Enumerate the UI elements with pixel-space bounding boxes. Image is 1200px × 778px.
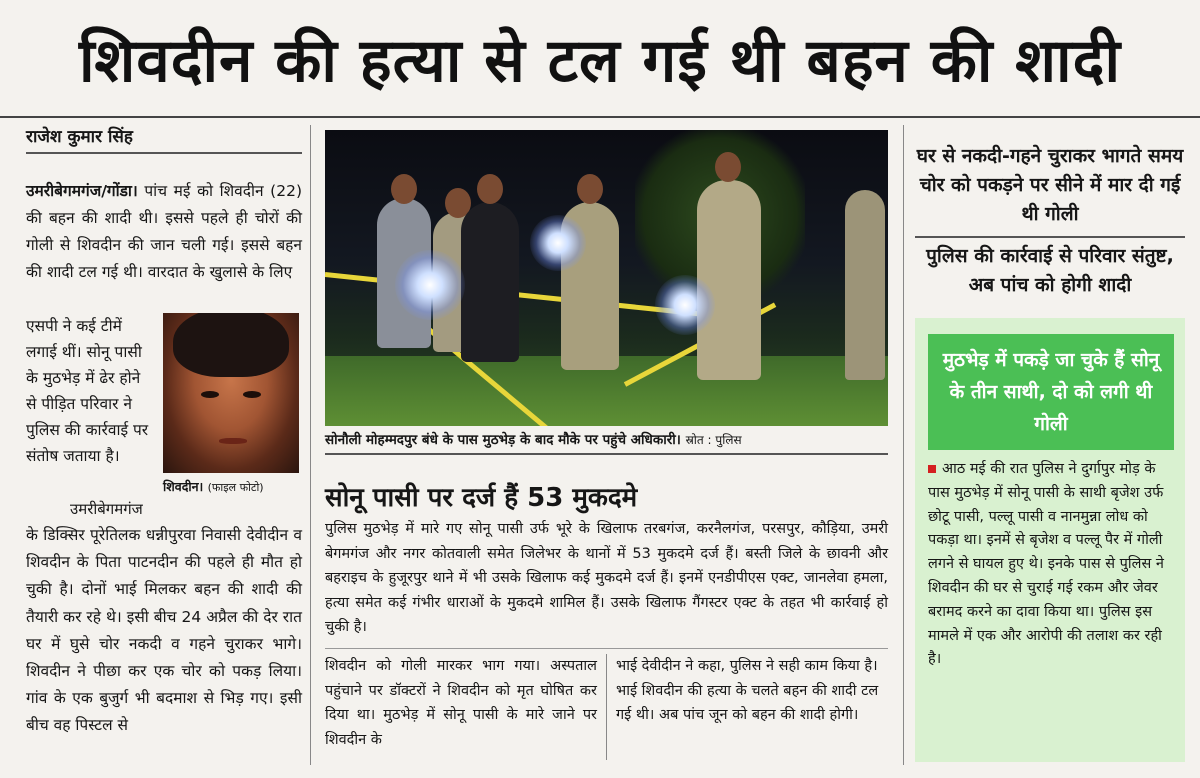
torch-light bbox=[395, 250, 465, 320]
portrait-caption-note: (फाइल फोटो) bbox=[207, 481, 264, 494]
officer-figure bbox=[845, 190, 885, 380]
photo-caption-text: सोनौली मोहम्मदपुर बंधे के पास मुठभेड़ के बाद मौके पर पहुंचे अधिकारी। bbox=[325, 432, 681, 448]
sidebar-box-paragraph bbox=[928, 458, 1174, 672]
torch-light bbox=[530, 215, 586, 271]
officer-head bbox=[391, 174, 417, 204]
dateline: उमरीबेगमगंज/गोंडा। bbox=[26, 182, 138, 200]
center-subhead: सोनू पासी पर दर्ज हैं 53 मुकदमे bbox=[325, 483, 638, 513]
officer-head bbox=[477, 174, 503, 204]
officer-figure bbox=[461, 202, 519, 362]
portrait-eye-right bbox=[243, 391, 261, 398]
column-divider-right bbox=[903, 125, 904, 765]
portrait-mouth bbox=[219, 438, 247, 444]
deck-one: घर से नकदी-गहने चुराकर भागते समय चोर को पकड़ने पर सीने में मार दी गई थी गोली bbox=[916, 145, 1184, 225]
victim-portrait-photo bbox=[163, 313, 299, 473]
lead-text: पांच मई को शिवदीन (22) की बहन की शादी थी। इससे पहले ही चोरों की गोली से शिवदीन की जान चली गई। इससे बहन की शादी टल गई थी। वारदात के खुलासे के लिए bbox=[26, 182, 302, 281]
column-divider-left bbox=[310, 125, 311, 765]
center-paragraph: पुलिस मुठभेड़ में मारे गए सोनू पासी उर्फ भूरे के खिलाफ तरबगंज, करनैलगंज, परसपुर, कौड़िया, उमरी बेगमगंज और नगर कोतवाली समेत जिलेभर के थानों में 53 मुकदमे दर्ज हैं। बस्ती जिले के छावनी और बहराइच के हुजूरपुर थाने में भी उसके खिलाफ कई मुकदमे दर्ज हैं। इनमें एनडीपीएस एक्ट, जानलेवा हमला, हत्या समेत कई गंभीर धाराओं के मुकदमे शामिल हैं। उसके खिलाफ गैंगस्टर एक्ट के तहत भी कार्रवाई हो चुकी है। bbox=[325, 521, 888, 635]
wrap-paragraph: एसपी ने कई टीमें लगाई थीं। सोनू पासी के मुठभेड़ में ढेर होने से पीड़ित परिवार ने पुलिस की कार्रवाई पर संतोष जताया है। bbox=[26, 317, 149, 465]
sidebar-box-text: आठ मई की रात पुलिस ने दुर्गापुर मोड़ के पास मुठभेड़ में सोनू पासी के साथी बृजेश उर्फ छोटू पासी, पल्लू पासी व नानमुन्ना लोध को पकड़ा था। इनमें से बृजेश व पल्लू पैर में गोली लगने से घायल हुए थे। इनके पास से पुलिस ने शिवदीन की घर से चुराई गई रकम और जेवर बरामद करने का दावा किया था। पुलिस इस मामले में एक और आरोपी की तलाश कर रही है। bbox=[928, 461, 1164, 668]
torch-light bbox=[655, 275, 715, 335]
portrait-caption bbox=[163, 478, 299, 495]
column-divider-center bbox=[606, 654, 607, 760]
officer-head bbox=[577, 174, 603, 204]
center-divider bbox=[325, 648, 888, 649]
portrait-caption-name: शिवदीन। bbox=[163, 479, 204, 494]
sub-dateline: उमरीबेगमगंज bbox=[70, 500, 143, 518]
encounter-site-photo bbox=[325, 130, 888, 426]
portrait-eye-left bbox=[201, 391, 219, 398]
deck-two: पुलिस की कार्रवाई से परिवार संतुष्ट, अब पांच को होगी शादी bbox=[926, 245, 1174, 296]
continuation-paragraph: के डिक्सिर पूरेतिलक धन्नीपुरवा निवासी देवीदीन व शिवदीन के पिता पाटनदीन की पहले ही मौत हो चुकी है। दोनों भाई मिलकर बहन की शादी की तैयारी कर रहे थे। इसी बीच 24 अप्रैल की देर रात घर में घुसे चोर नकदी व गहने चुराकर भागे। शिवदीन ने पीछा कर एक चोर को पकड़ लिया। गांव के एक बुजुर्ग भी बदमाश से भिड़ गए। इसी बीच वह पिस्टल से bbox=[26, 526, 302, 735]
deck-divider bbox=[915, 236, 1185, 238]
officer-figure bbox=[697, 180, 761, 380]
lead-paragraph bbox=[26, 178, 302, 286]
bullet-icon bbox=[928, 465, 936, 473]
photo-source: स्रोत : पुलिस bbox=[685, 433, 742, 447]
lower-right-paragraph: भाई देवीदीन ने कहा, पुलिस ने सही काम किया है। भाई शिवदीन की हत्या के चलते बहन की शादी टल गई थी। अब पांच जून को बहन की शादी होगी। bbox=[616, 658, 879, 723]
portrait-hair bbox=[173, 313, 289, 377]
headline: शिवदीन की हत्या से टल गई थी बहन की शादी bbox=[0, 0, 1200, 118]
officer-head bbox=[715, 152, 741, 182]
byline: राजेश कुमार सिंह bbox=[26, 127, 133, 147]
photo-caption bbox=[325, 430, 888, 455]
byline-divider bbox=[26, 152, 302, 154]
lower-left-paragraph: शिवदीन को गोली मारकर भाग गया। अस्पताल पहुंचाने पर डॉक्टरों ने शिवदीन को मृत घोषित कर दिया था। मुठभेड़ में सोनू पासी के मारे जाने पर शिवदीन के bbox=[325, 658, 597, 748]
sidebar-box-heading: मुठभेड़ में पकड़े जा चुके हैं सोनू के तीन साथी, दो को लगी थी गोली bbox=[928, 334, 1174, 450]
